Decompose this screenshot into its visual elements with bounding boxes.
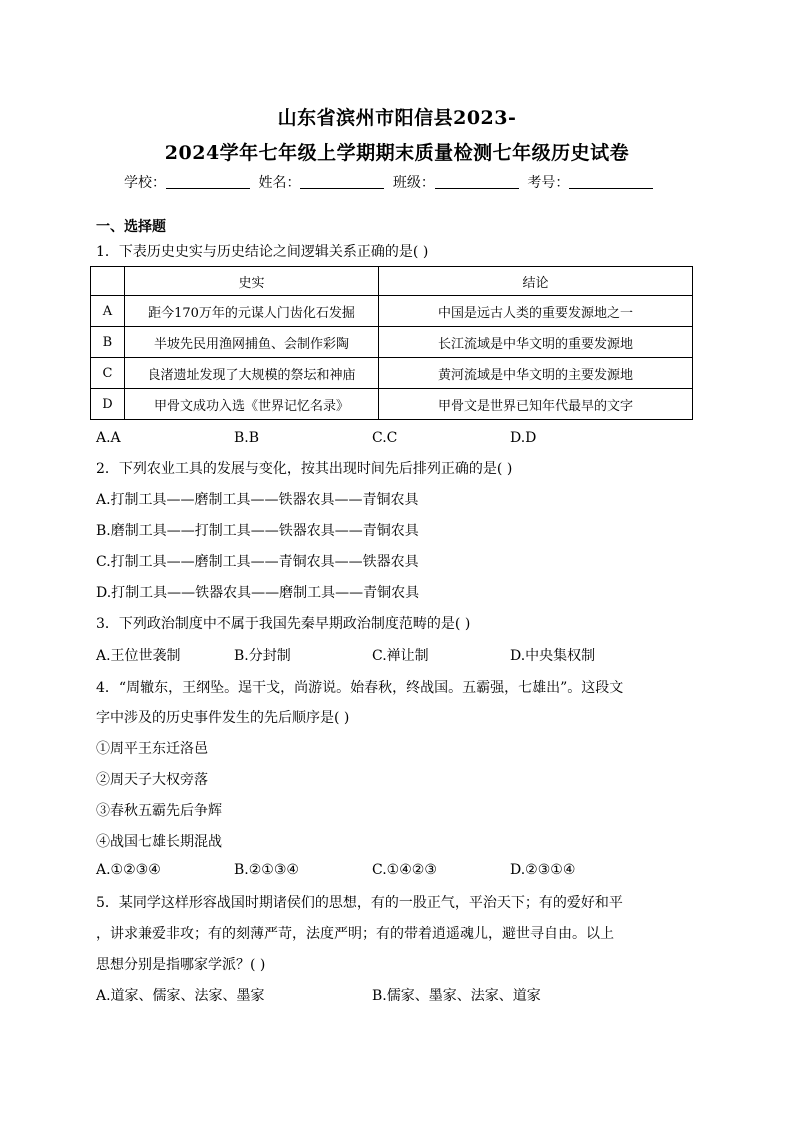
row-label: A bbox=[91, 296, 125, 327]
table-row bbox=[91, 389, 693, 420]
school-label: 学校： bbox=[124, 175, 166, 191]
exam-title-line-1: 山东省滨州市阳信县2023- bbox=[277, 107, 517, 129]
student-info-row bbox=[124, 172, 684, 192]
q5-option-b[interactable]: B.儒家、墨家、法家、道家 bbox=[372, 988, 541, 1004]
q4-item-2: ②周天子大权旁落 bbox=[96, 772, 208, 788]
q3-option-b[interactable]: B.分封制 bbox=[234, 648, 291, 664]
table-row bbox=[91, 327, 693, 358]
q5-option-a[interactable]: A.道家、儒家、法家、墨家 bbox=[96, 988, 265, 1004]
fact-cell: 甲骨文成功入选《世界记忆名录》 bbox=[124, 389, 378, 420]
q1-option-c[interactable]: C.C bbox=[372, 430, 398, 446]
q4-stem-line-2: 字中涉及的历史事件发生的先后顺序是( ) bbox=[96, 710, 350, 726]
q3-option-d[interactable]: D.中央集权制 bbox=[510, 648, 596, 664]
q3-stem: 3．下列政治制度中不属于我国先秦早期政治制度范畴的是( ) bbox=[96, 616, 471, 632]
q2-option-d[interactable]: D.打制工具——铁器农具——磨制工具——青铜农具 bbox=[96, 585, 420, 601]
q4-item-4: ④战国七雄长期混战 bbox=[96, 834, 222, 850]
q1-option-b[interactable]: B.B bbox=[234, 430, 260, 446]
name-blank[interactable] bbox=[300, 174, 384, 189]
school-blank[interactable] bbox=[166, 174, 250, 189]
conclusion-cell: 中国是远古人类的重要发源地之一 bbox=[379, 296, 693, 327]
q2-option-a[interactable]: A.打制工具——磨制工具——铁器农具——青铜农具 bbox=[96, 492, 419, 508]
exam-title-line-2: 2024学年七年级上学期期末质量检测七年级历史试卷 bbox=[164, 142, 630, 164]
q2-option-c[interactable]: C.打制工具——磨制工具——青铜农具——铁器农具 bbox=[96, 554, 419, 570]
q4-item-3: ③春秋五霸先后争辉 bbox=[96, 803, 222, 819]
q4-option-b[interactable]: B.②①③④ bbox=[234, 862, 299, 878]
q2-option-b[interactable]: B.磨制工具——打制工具——铁器农具——青铜农具 bbox=[96, 523, 419, 539]
fact-cell: 良渚遗址发现了大规模的祭坛和神庙 bbox=[124, 358, 378, 389]
q5-stem-line-3: 思想分别是指哪家学派？( ) bbox=[96, 957, 266, 973]
q5-stem-line-1: 5．某同学这样形容战国时期诸侯们的思想，有的一股正气，平治天下；有的爱好和平 bbox=[96, 895, 623, 911]
table-header-cell: 结论 bbox=[379, 267, 693, 296]
number-label: 考号： bbox=[527, 175, 570, 191]
q2-stem: 2．下列农业工具的发展与变化，按其出现时间先后排列正确的是( ) bbox=[96, 461, 513, 477]
conclusion-cell: 黄河流域是中华文明的主要发源地 bbox=[379, 358, 693, 389]
table-header-row bbox=[91, 267, 693, 296]
table-header-cell: 史实 bbox=[124, 267, 378, 296]
row-label: C bbox=[91, 358, 125, 389]
q4-stem-line-1: 4．“周辙东，王纲坠。逞干戈，尚游说。始春秋，终战国。五霸强，七雄出”。这段文 bbox=[96, 680, 624, 696]
q1-table bbox=[90, 266, 693, 420]
table-row bbox=[91, 358, 693, 389]
q4-option-d[interactable]: D.②③①④ bbox=[510, 862, 576, 878]
table-header-cell bbox=[91, 267, 125, 296]
row-label: B bbox=[91, 327, 125, 358]
name-label: 姓名： bbox=[258, 175, 301, 191]
q3-option-a[interactable]: A.王位世袭制 bbox=[96, 648, 181, 664]
q1-option-d[interactable]: D.D bbox=[510, 430, 537, 446]
conclusion-cell: 长江流域是中华文明的重要发源地 bbox=[379, 327, 693, 358]
fact-cell: 半坡先民用渔网捕鱼、会制作彩陶 bbox=[124, 327, 378, 358]
fact-cell: 距今170万年的元谋人门齿化石发掘 bbox=[124, 296, 378, 327]
conclusion-cell: 甲骨文是世界已知年代最早的文字 bbox=[379, 389, 693, 420]
q5-stem-line-2: ，讲求兼爱非攻；有的刻薄严苛，法度严明；有的带着逍遥魂儿，避世寻自由。以上 bbox=[96, 926, 614, 942]
table-row bbox=[91, 296, 693, 327]
row-label: D bbox=[91, 389, 125, 420]
q1-option-a[interactable]: A.A bbox=[96, 430, 121, 446]
q4-option-a[interactable]: A.①②③④ bbox=[96, 862, 161, 878]
section-heading: 一、选择题 bbox=[96, 219, 166, 235]
q4-item-1: ①周平王东迁洛邑 bbox=[96, 741, 208, 757]
q1-stem: 1．下表历史史实与历史结论之间逻辑关系正确的是( ) bbox=[96, 244, 429, 260]
q4-option-c[interactable]: C.①④②③ bbox=[372, 862, 437, 878]
q3-option-c[interactable]: C.禅让制 bbox=[372, 648, 429, 664]
class-label: 班级： bbox=[392, 175, 435, 191]
number-blank[interactable] bbox=[569, 174, 653, 189]
class-blank[interactable] bbox=[435, 174, 519, 189]
